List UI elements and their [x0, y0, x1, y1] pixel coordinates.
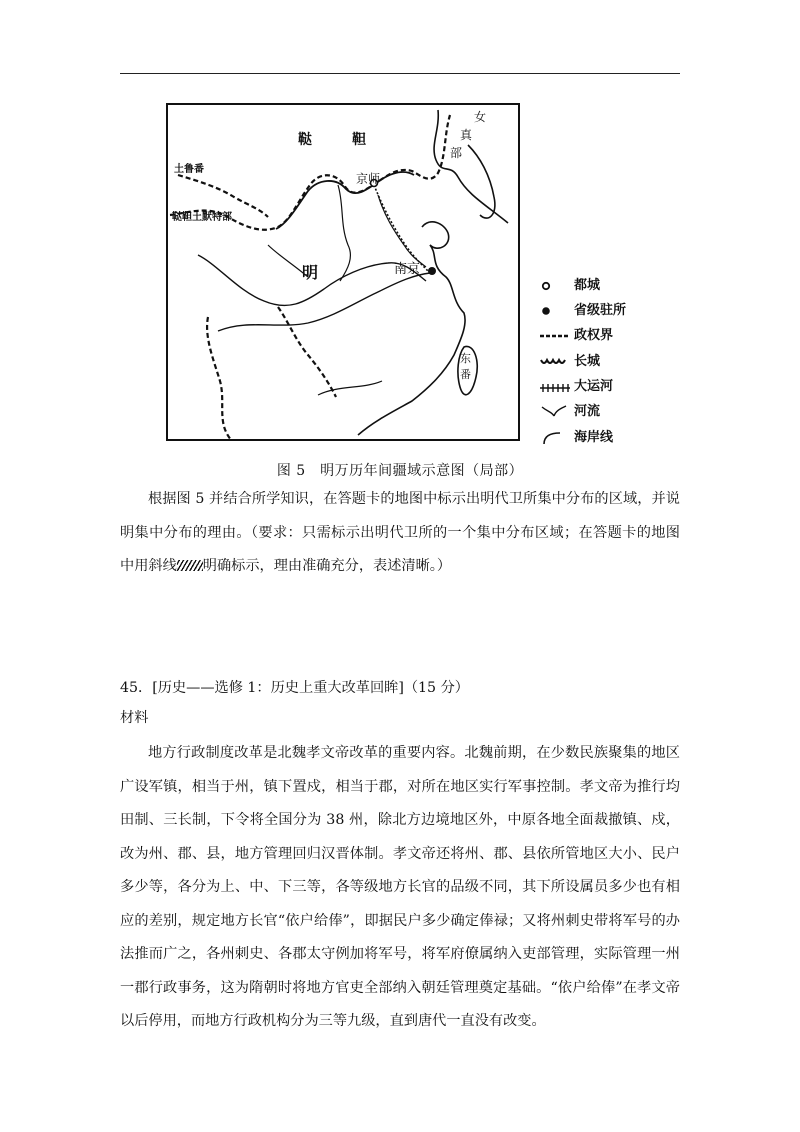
legend-item-river: 河流	[540, 402, 670, 422]
political-border	[207, 317, 232, 441]
legend-item-capital: 都城	[540, 276, 670, 296]
map-label-tufan: 土鲁番	[174, 164, 204, 175]
q44-text-before: 根据图 5 并结合所学知识，在答题卡的地图中标示出明代卫所集中分布的区域，并说明集中分布的理由。（要求：只需标示出明代卫所的一个集中分布区域；在答题卡的地图中用斜线	[120, 491, 680, 574]
map-drawing	[168, 105, 520, 441]
coastline	[422, 222, 449, 248]
map-figure	[166, 103, 520, 441]
legend-item-border: 政权界	[540, 326, 670, 346]
map-label-tatar: 鞑	[298, 132, 312, 148]
question-45-material-label: 材料	[120, 710, 149, 726]
great-wall	[276, 172, 414, 229]
map-label-dongfan-1: 东	[460, 352, 471, 365]
political-border	[178, 175, 268, 217]
legend-item-coastline: 海岸线	[540, 428, 670, 448]
question-44-text	[120, 483, 680, 584]
grand-canal	[374, 185, 430, 273]
legend-item-great-wall: 长城	[540, 352, 670, 372]
map-label-tatar2: 靼	[352, 132, 366, 148]
question-45-material-text: 地方行政制度改革是北魏孝文帝改革的重要内容。北魏前期，在少数民族聚集的地区广设军镇，相当于州，镇下置戍，相当于郡，对所在地区实行军事控制。孝文帝为推行均田制、三长制，下令将全国分为 38 州，除北方边境地区外，中原各地全面裁撤镇、戍，改为州、郡、县，地方管理回归汉晋体制。孝文帝还将州、郡、县依所管地区大小、民户多少等，各分为上、中、下三等，各等级地方长官的品级不同，其下所设属员多少也有相应的差别，规定地方长官“依户给俸”，即据民户多少确定俸禄；又将州刺史带将军号的办法推而广之，各州刺史、各郡太守例加将军号，将军府僚属纳入吏部管理，实际管理一州一郡行政事务，这为隋朝时将地方官吏全部纳入朝廷管理奠定基础。“依户给俸”在孝文帝以后停用，而地方行政机构分为三等九级，直到唐代一直没有改变。	[120, 745, 680, 1029]
provincial-seat-marker	[428, 267, 436, 275]
river-minor	[338, 185, 350, 281]
map-label-oirat: 鞑靼土默特部	[172, 212, 232, 223]
map-label-nuzhen-1: 女	[474, 110, 487, 124]
border-icon	[540, 328, 570, 344]
coastline-icon	[540, 430, 570, 446]
map-label-dongfan-2: 番	[460, 368, 471, 381]
political-border	[278, 307, 336, 397]
map-label-nanjing: 南京	[394, 262, 421, 277]
river-icon	[540, 404, 570, 420]
map-label-ming: 明	[302, 263, 319, 282]
grand-canal-icon	[540, 379, 570, 395]
hatch-symbol-icon	[177, 560, 203, 571]
provincial-seat-icon	[540, 303, 570, 319]
map-label-nuzhen-2: 真	[460, 128, 473, 142]
river-minor	[378, 195, 426, 267]
coastline	[468, 145, 495, 218]
coastline	[434, 110, 508, 223]
map-label-nuzhen-3: 部	[450, 146, 463, 160]
legend-item-provincial-seat: 省级驻所	[540, 301, 670, 321]
map-label-jingshi: 京师	[356, 172, 381, 186]
question-45-title: 45．[历史——选修 1：历史上重大改革回眸]（15 分）	[120, 680, 469, 696]
legend-item-grand-canal: 大运河	[540, 377, 670, 397]
header-rule	[120, 73, 680, 74]
river-changjiang	[218, 273, 430, 331]
q44-text-after: 明确标示，理由准确充分，表述清晰。）	[202, 558, 452, 574]
figure-caption: 图 5 明万历年间疆域示意图（局部）	[276, 463, 524, 479]
great-wall-icon	[540, 354, 570, 370]
capital-icon	[540, 278, 570, 294]
